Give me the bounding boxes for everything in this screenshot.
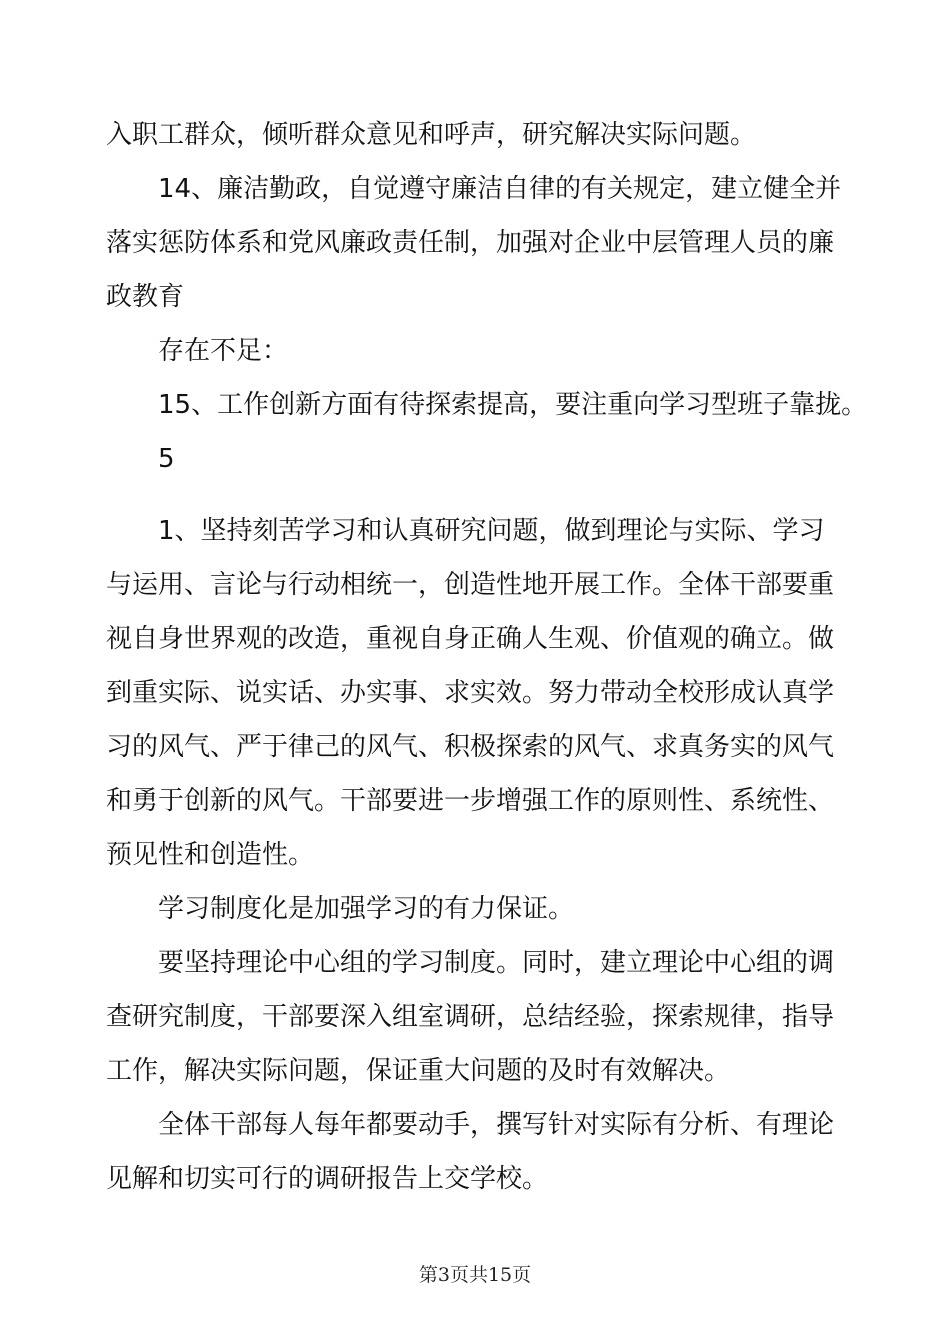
body-line: 工作，解决实际问题，保证重大问题的及时有效解决。 xyxy=(106,1056,731,1086)
body-line: 查研究制度，干部要深入组室调研，总结经验，探索规律，指导 xyxy=(106,1002,835,1032)
page-number-footer: 第3页共15页 xyxy=(418,1264,532,1286)
section-heading: 存在不足： xyxy=(158,336,289,366)
body-line: 要坚持理论中心组的学习制度。同时，建立理论中心组的调 xyxy=(158,948,835,978)
body-line: 与运用、言论与行动相统一，创造性地开展工作。全体干部要重 xyxy=(106,570,835,600)
body-line: 习的风气、严于律己的风气、积极探索的风气、求真务实的风气 xyxy=(106,732,835,762)
body-line: 全体干部每人每年都要动手，撰写针对实际有分析、有理论 xyxy=(158,1110,835,1140)
body-line: 14、廉洁勤政，自觉遵守廉洁自律的有关规定，建立健全并 xyxy=(158,174,842,204)
body-line: 视自身世界观的改造，重视自身正确人生观、价值观的确立。做 xyxy=(106,624,835,654)
body-line: 入职工群众，倾听群众意见和呼声，研究解决实际问题。 xyxy=(106,120,757,150)
body-line: 预见性和创造性。 xyxy=(106,840,315,870)
section-number: 5 xyxy=(158,444,175,474)
body-line: 1、坚持刻苦学习和认真研究问题，做到理论与实际、学习 xyxy=(158,516,825,546)
body-line: 学习制度化是加强学习的有力保证。 xyxy=(158,894,575,924)
document-body xyxy=(106,108,868,1206)
body-line: 见解和切实可行的调研报告上交学校。 xyxy=(106,1164,549,1194)
body-line: 和勇于创新的风气。干部要进一步增强工作的原则性、系统性、 xyxy=(106,786,835,816)
body-line: 落实惩防体系和党风廉政责任制，加强对企业中层管理人员的廉 xyxy=(106,228,835,258)
body-line: 15、工作创新方面有待探索提高，要注重向学习型班子靠拢。 xyxy=(158,390,868,420)
body-line: 到重实际、说实话、办实事、求实效。努力带动全校形成认真学 xyxy=(106,678,835,708)
body-line: 政教育 xyxy=(106,282,185,312)
paragraph-gap xyxy=(106,486,842,504)
